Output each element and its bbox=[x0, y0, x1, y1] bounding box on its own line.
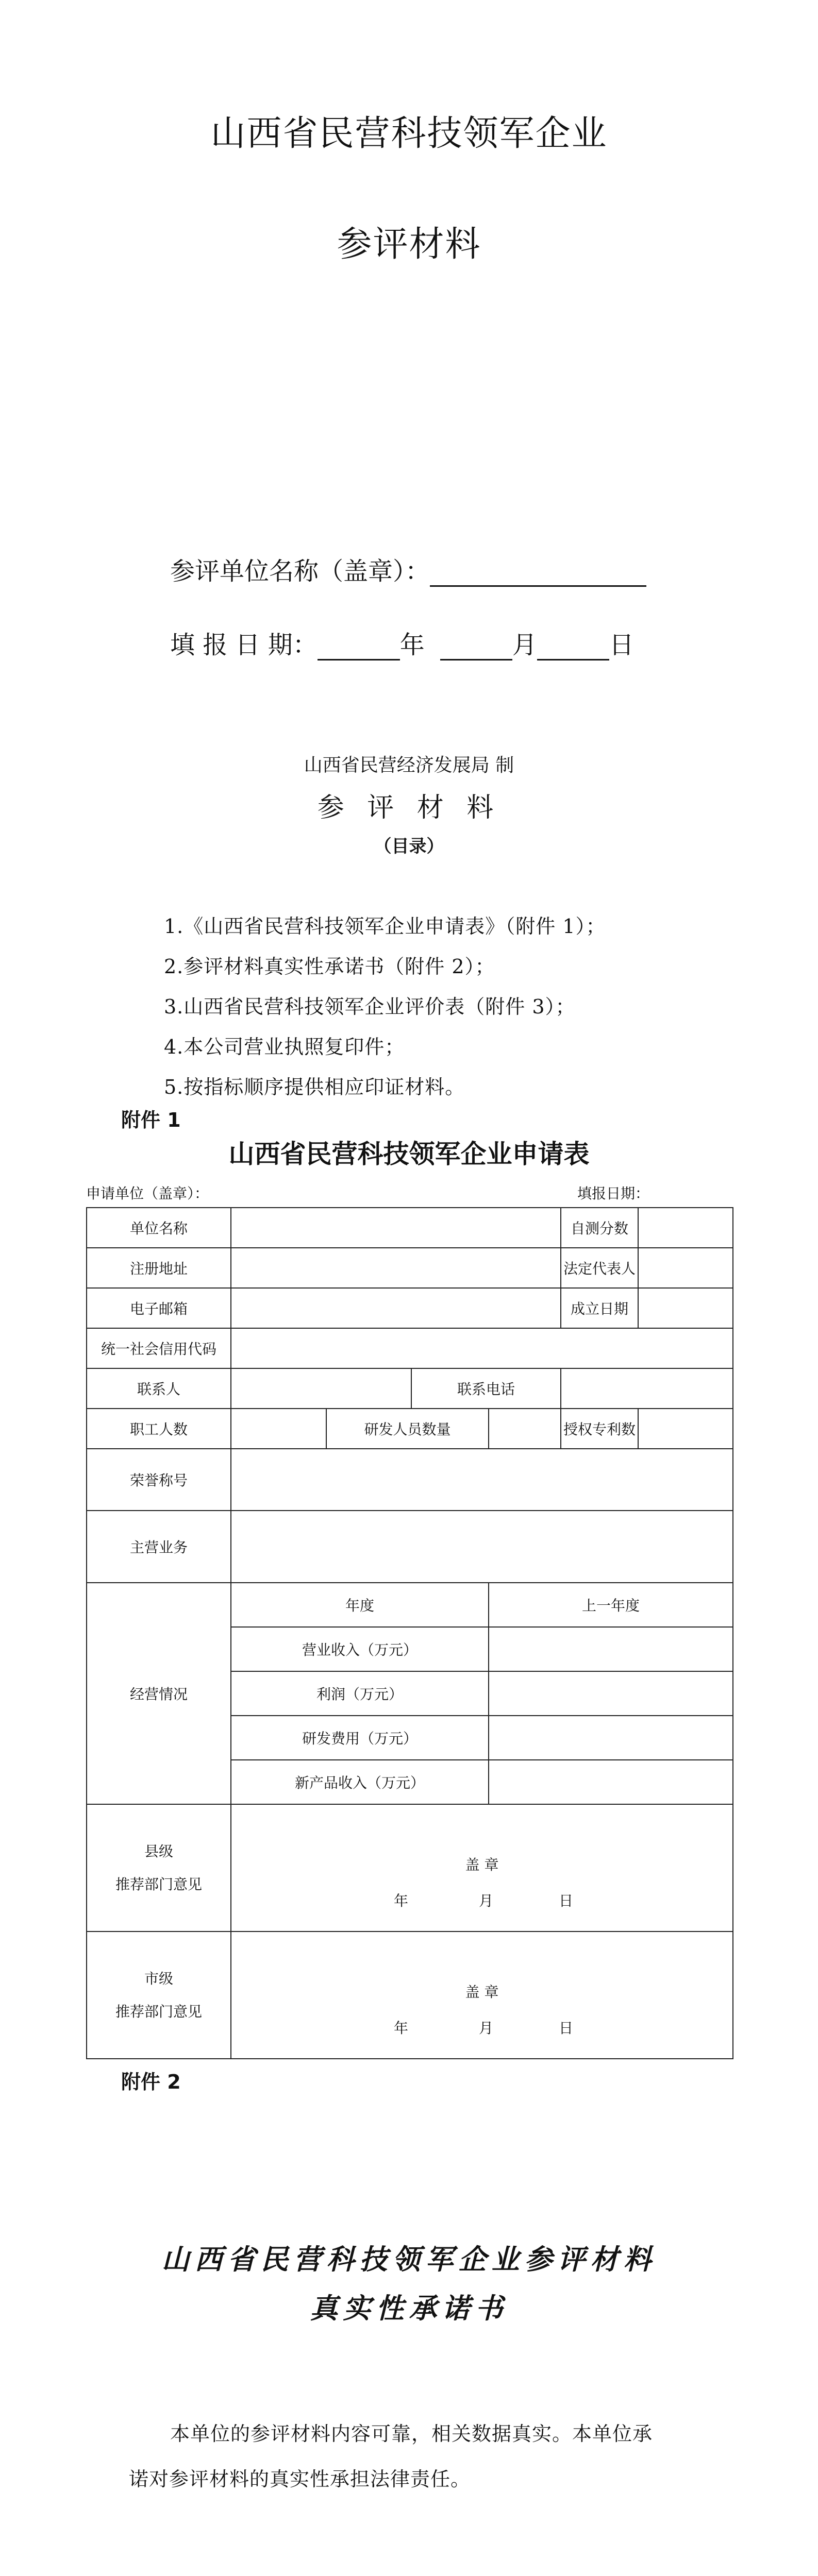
fill-date-label: 填报日期： bbox=[577, 1185, 650, 1202]
profit-label: 利润（万元） bbox=[231, 1671, 489, 1716]
city-day: 日 bbox=[559, 2020, 574, 2037]
phone-label: 联系电话 bbox=[411, 1368, 561, 1409]
self-score-field[interactable] bbox=[638, 1208, 733, 1248]
cover-month-blank[interactable] bbox=[440, 636, 512, 660]
rd-cost-label: 研发费用（万元） bbox=[231, 1716, 489, 1760]
self-score-label: 自测分数 bbox=[561, 1208, 638, 1248]
cover-unit-blank[interactable] bbox=[430, 563, 646, 587]
rd-staff-field[interactable] bbox=[489, 1409, 561, 1449]
main-business-label: 主营业务 bbox=[87, 1511, 231, 1583]
city-year: 年 bbox=[394, 2020, 409, 2037]
employees-label: 职工人数 bbox=[87, 1409, 231, 1449]
city-line1: 市级 bbox=[144, 1970, 173, 1987]
county-day: 日 bbox=[559, 1892, 574, 1909]
address-label: 注册地址 bbox=[87, 1248, 231, 1288]
operations-label: 经营情况 bbox=[87, 1583, 231, 1804]
county-line2: 推荐部门意见 bbox=[115, 1875, 202, 1893]
letter-title-line2: 真实性承诺书 bbox=[310, 2292, 508, 2325]
honors-field[interactable] bbox=[231, 1449, 733, 1511]
attachment1-label: 附件 1 bbox=[121, 1109, 181, 1131]
letter-body-line1: 本单位的参评材料内容可靠，相关数据真实。本单位承 bbox=[170, 2422, 653, 2445]
contact-label: 联系人 bbox=[87, 1368, 231, 1409]
revenue-field[interactable] bbox=[489, 1627, 733, 1671]
attachment2-label: 附件 2 bbox=[121, 2071, 181, 2093]
toc-item: 4.本公司营业执照复印件； bbox=[164, 1036, 405, 1058]
email-label: 电子邮箱 bbox=[87, 1288, 231, 1328]
year-header: 年度 bbox=[231, 1583, 489, 1627]
employees-field[interactable] bbox=[231, 1409, 326, 1449]
cover-unit-line bbox=[170, 551, 646, 587]
cover-month-label: 月 bbox=[512, 631, 537, 659]
credit-code-field[interactable] bbox=[231, 1328, 733, 1368]
phone-field[interactable] bbox=[561, 1368, 733, 1409]
cover-title: 山西省民营科技领军企业 bbox=[210, 113, 608, 154]
main-business-field[interactable] bbox=[231, 1511, 733, 1583]
letter-body-line2: 诺对参评材料的真实性承担法律责任。 bbox=[129, 2468, 471, 2490]
county-seal: 盖 章 bbox=[465, 1856, 499, 1873]
application-form bbox=[86, 1207, 733, 2059]
profit-field[interactable] bbox=[489, 1671, 733, 1716]
cover-date-label: 填 报 日 期： bbox=[170, 631, 318, 659]
legal-rep-field[interactable] bbox=[638, 1248, 733, 1288]
county-year: 年 bbox=[394, 1892, 409, 1909]
honors-label: 荣誉称号 bbox=[87, 1449, 231, 1511]
new-product-label: 新产品收入（万元） bbox=[231, 1760, 489, 1804]
cover-date-line bbox=[170, 625, 634, 660]
unit-name-field[interactable] bbox=[231, 1208, 561, 1248]
county-month: 月 bbox=[479, 1892, 494, 1909]
established-field[interactable] bbox=[638, 1288, 733, 1328]
legal-rep-label: 法定代表人 bbox=[561, 1248, 638, 1288]
patents-field[interactable] bbox=[638, 1409, 733, 1449]
city-opinion-field[interactable] bbox=[231, 1931, 733, 2059]
letter-title-line1: 山西省民营科技领军企业参评材料 bbox=[161, 2243, 657, 2276]
attachment1-title: 山西省民营科技领军企业申请表 bbox=[228, 1139, 590, 1169]
cover-year-label: 年 bbox=[399, 631, 425, 659]
toc-item: 5.按指标顺序提供相应印证材料。 bbox=[164, 1076, 465, 1098]
cover-subtitle: 参评材料 bbox=[337, 224, 481, 265]
prev-year-header: 上一年度 bbox=[489, 1583, 733, 1627]
toc-title: 参 评 材 料 bbox=[317, 792, 501, 823]
rd-staff-label: 研发人员数量 bbox=[326, 1409, 489, 1449]
revenue-label: 营业收入（万元） bbox=[231, 1627, 489, 1671]
patents-label: 授权专利数 bbox=[561, 1409, 638, 1449]
new-product-field[interactable] bbox=[489, 1760, 733, 1804]
cover-day-blank[interactable] bbox=[537, 636, 609, 660]
toc-item: 1.《山西省民营科技领军企业申请表》（附件 1）； bbox=[164, 915, 606, 938]
toc-issuer: 山西省民营经济发展局 制 bbox=[304, 755, 514, 776]
city-line2: 推荐部门意见 bbox=[115, 2003, 202, 2020]
county-opinion-field[interactable] bbox=[231, 1804, 733, 1931]
city-month: 月 bbox=[479, 2020, 494, 2037]
unit-name-label: 单位名称 bbox=[87, 1208, 231, 1248]
address-field[interactable] bbox=[231, 1248, 561, 1288]
credit-code-label: 统一社会信用代码 bbox=[87, 1328, 231, 1368]
city-opinion-label bbox=[87, 1931, 231, 2059]
cover-day-label: 日 bbox=[609, 631, 634, 659]
applicant-label: 申请单位（盖章）： bbox=[86, 1185, 209, 1202]
city-seal: 盖 章 bbox=[465, 1984, 499, 2001]
cover-unit-label: 参评单位名称（盖章）： bbox=[170, 557, 430, 586]
county-line1: 县级 bbox=[144, 1842, 173, 1860]
rd-cost-field[interactable] bbox=[489, 1716, 733, 1760]
toc-item: 3.山西省民营科技领军企业评价表（附件 3）； bbox=[164, 995, 576, 1018]
contact-field[interactable] bbox=[231, 1368, 411, 1409]
county-opinion-label bbox=[87, 1804, 231, 1931]
toc-subtitle: （目录） bbox=[374, 836, 444, 857]
email-field[interactable] bbox=[231, 1288, 561, 1328]
established-label: 成立日期 bbox=[561, 1288, 638, 1328]
toc-item: 2.参评材料真实性承诺书（附件 2）； bbox=[164, 955, 495, 978]
cover-year-blank[interactable] bbox=[318, 636, 400, 660]
